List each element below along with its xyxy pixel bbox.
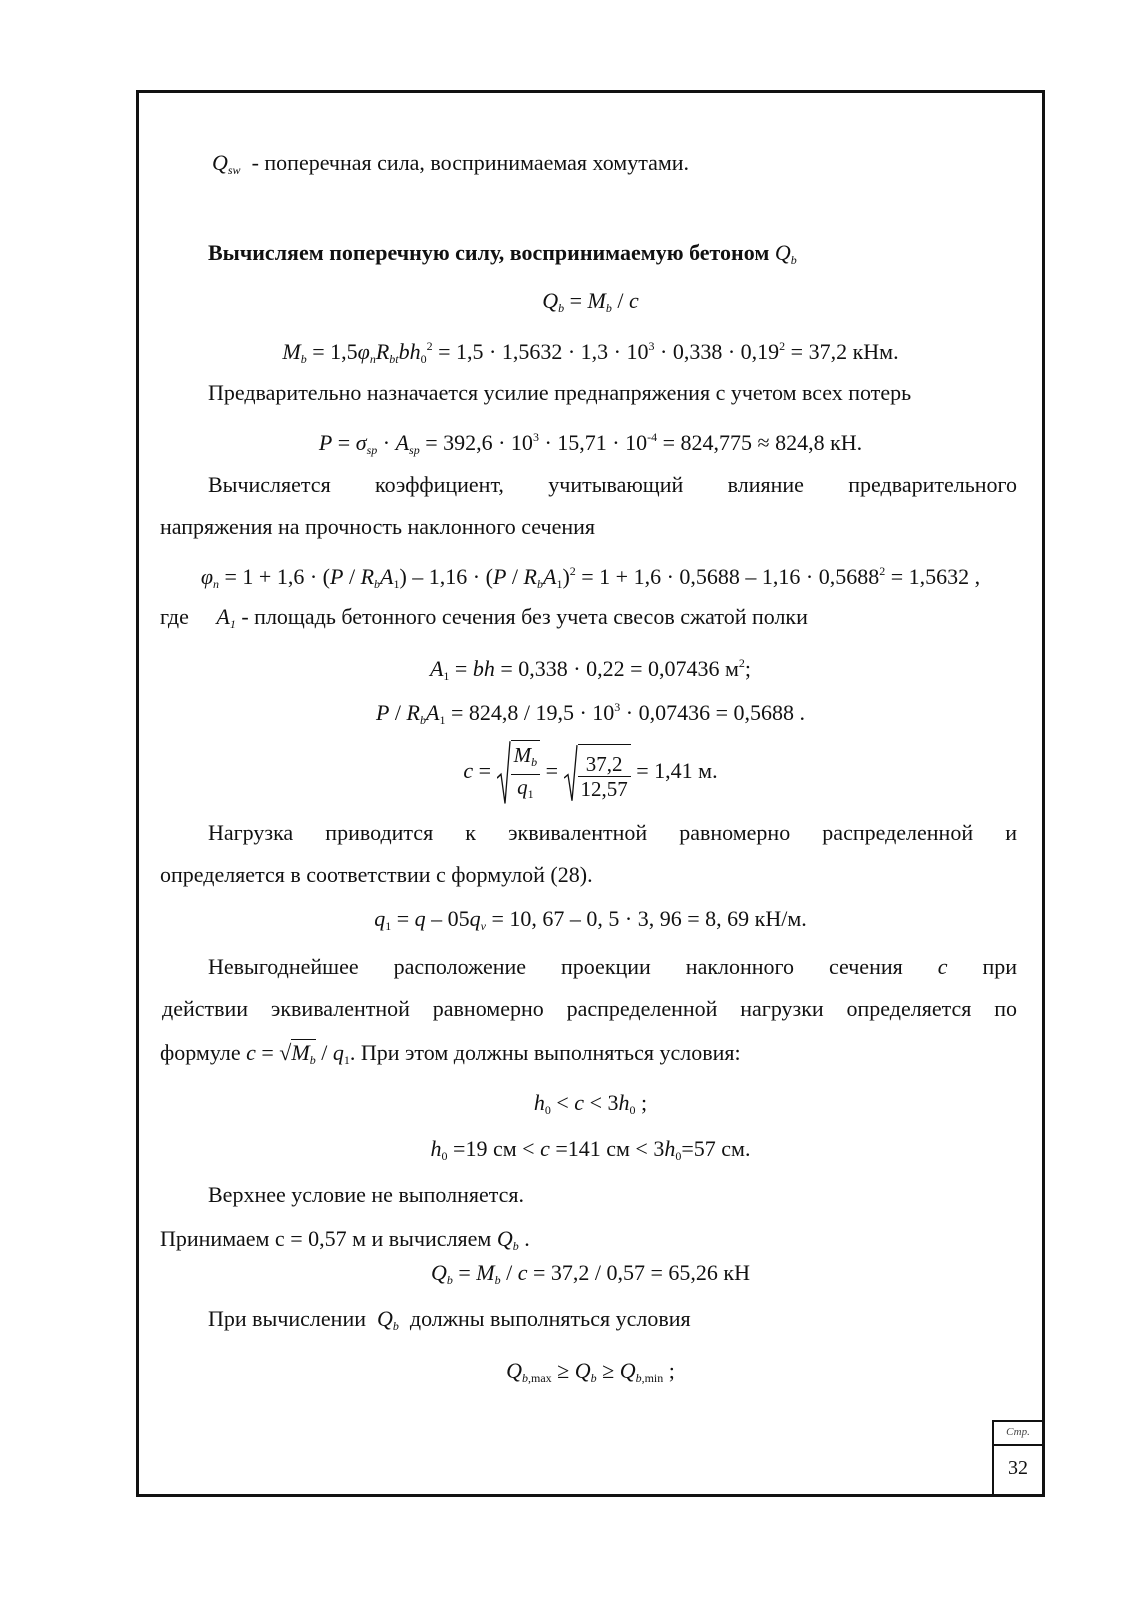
page-number-stamp [992, 1420, 1042, 1494]
worst-paragraph-line2: действии эквивалентной равномерно распределенной нагрузки определяется по [162, 996, 1017, 1021]
qsw-definition: $Q_{sw}$ - поперечная сила, воспринимаемая хомутами. [212, 150, 690, 177]
formula-c: c = $\frac{M_b}{q_1}$ = $\frac{37,2}{12,57}$ = 1,41 м. [136, 740, 1045, 800]
coef-paragraph-line2: напряжения на прочность наклонного сечения [160, 514, 595, 539]
formula-q1: $q_1 = q - 05q_v = 10$, 67 – 0, 5 · 3, 96 = 8, 69 кН/м. [374, 906, 807, 933]
page-label: Стр. [994, 1422, 1042, 1446]
worst-paragraph-line1: Невыгоднейшее расположение проекции наклонного сечения c при [208, 954, 1018, 979]
formula-mb: $M_b = 1,5\varphi_nR_{bt}bh_0^2 = 1,5 \cdot 1,5632 \cdot 1,3 \cdot 10^3 \cdot 0,338 \cdot 0,19^2 = 37,2$ кНм. [282, 339, 899, 366]
condition-2: $h_0 =19$ см < c =141 см < $3h_0=57$ см. [430, 1136, 751, 1163]
formula-qb-value: $Q_b = M_b / c = 37,2 / 0,57 = 65,26$ кН [430, 1260, 751, 1287]
formula-qb-bounds: $Q_{b,max} \ge Q_b \ge Q_{b,min}$ ; [506, 1358, 675, 1385]
page-number: 32 [1008, 1457, 1028, 1479]
worst-paragraph-line3: формуле $c = √M_b / q_1$. При этом должны выполняться условия: [160, 1040, 741, 1067]
formula-qb: $Q_b = M_b / c$ [542, 288, 639, 315]
upper-condition-fail: Верхнее условие не выполняется. [208, 1182, 525, 1207]
qb-condition-paragraph: При вычислении $Q_b$ должны выполняться условия [208, 1306, 691, 1333]
condition-1: $h_0 < c < 3h_0$ ; [533, 1090, 648, 1117]
formula-a1: $A_1$ = bh = 0,338 · 0,22 = 0,07436 $м^2$; [429, 656, 752, 683]
formula-p: $P = \sigma_{sp} \cdot A_{sp} = 392,6 \cdot 10^3 \cdot 15,71 \cdot 10^{-4} = 824,775 \approx 824,8$ кН. [318, 430, 863, 457]
accept-c: Принимаем с = 0,57 м и вычисляем $Q_b$ . [160, 1226, 530, 1253]
formula-phi: $\varphi_n = 1 + 1,6 \cdot (P / R_bA_1) - 1,16 \cdot (P / R_bA_1)^2 = 1 + 1,6 \cdot 0,5688 - 1,16 \cdot 0,5688^2 = 1,5632$ , [200, 564, 981, 591]
sqrt-values: $\frac{37,2}{12,57}$ [564, 744, 631, 803]
load-paragraph-line1: Нагрузка приводится к эквивалентной равномерно распределенной и [208, 820, 1017, 845]
section-heading: Вычисляем поперечную силу, воспринимаемую бетоном $Q_b$ [208, 240, 797, 267]
formula-ratio: $P / R_bA_1 = 824,8 / 19,5 \cdot 10^3 \cdot 0,07436 = 0,5688$ . [375, 700, 806, 727]
sqrt-mb-q1: $\frac{M_b}{q_1}$ [497, 740, 541, 806]
prestress-paragraph: Предварительно назначается усилие преднапряжения с учетом всех потерь [208, 380, 912, 405]
load-paragraph-line2: определяется в соответствии с формулой (28). [160, 862, 593, 887]
a1-definition: где $A_1$ - площадь бетонного сечения без учета свесов сжатой полки [160, 604, 808, 631]
coef-paragraph-line1: Вычисляется коэффициент, учитывающий влияние предварительного [208, 472, 1017, 497]
